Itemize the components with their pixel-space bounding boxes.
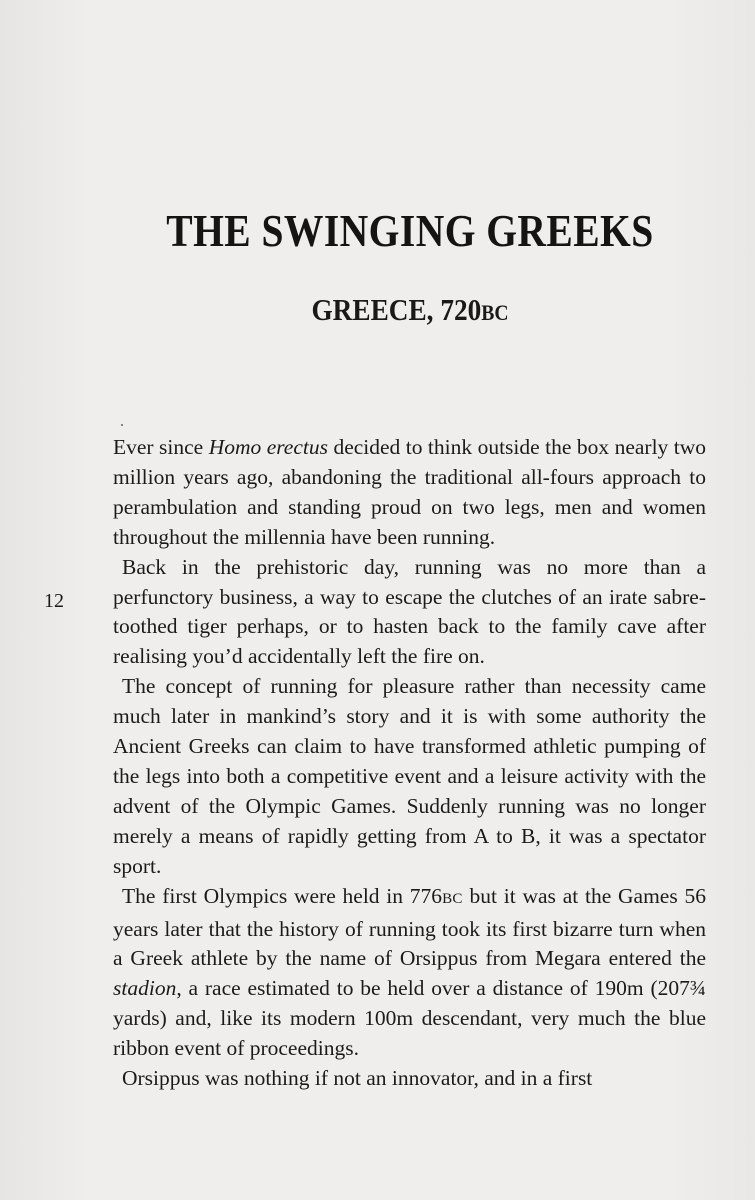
paragraph-4-part-b: but it was at the Games 56 years later that the history of running took its first bizarre turn when a Greek athlete by the name of Orsippus from Megara entered the xyxy=(113,883,706,971)
paragraph-5: Orsippus was nothing if not an innovator, and in a first xyxy=(122,1066,593,1091)
page-number: 12 xyxy=(44,590,64,612)
body-text xyxy=(113,433,706,1094)
paragraph-2: Back in the prehistoric day, running was no more than a perfunctory business, a way to escape the clutches of an irate sabre-toothed tiger perhaps, or to hasten back to the family cave after realising you’d accidentally left the fire on. xyxy=(113,554,706,669)
chapter-subtitle-era: BC xyxy=(481,300,509,325)
paragraph-1-italic-term: Homo erectus xyxy=(208,435,328,459)
paragraph-3: The concept of running for pleasure rather than necessity came much later in mankind’s story and it is with some authority the Ancient Greeks can claim to have transformed athletic pumping of the legs into both a competitive event and a leisure activity with the advent of the Olympic Games. Suddenly running was no longer merely a means of rapidly getting from A to B, it was a spectator sport. xyxy=(113,674,706,878)
paragraph-1 xyxy=(113,433,706,553)
paragraph-4 xyxy=(113,882,706,1064)
chapter-subtitle xyxy=(120,292,701,328)
chapter-subtitle-place: GREECE, 720 xyxy=(311,292,482,327)
paragraph-4-part-d: , a race estimated to be held over a distance of 190m (207¾ yards) and, like its modern 100m descendant, very much the blue ribbon event of proceedings. xyxy=(113,976,706,1061)
paragraph-1-part-c: decided to think outside the box nearly two million years ago, abandoning the traditional all-fours approach to perambulation and standing proud on two legs, men and women throughout the millennia have been running. xyxy=(113,435,706,549)
chapter-title: THE SWINGING GREEKS xyxy=(166,205,654,256)
paragraph-4-italic-term: stadion xyxy=(113,976,177,1001)
paragraph-1-part-a: Ever since xyxy=(113,435,209,459)
paragraph-4-era: BC xyxy=(442,890,463,907)
paragraph-4-part-a: The first Olympics were held in 776 xyxy=(122,883,443,908)
stray-mark xyxy=(121,424,123,426)
